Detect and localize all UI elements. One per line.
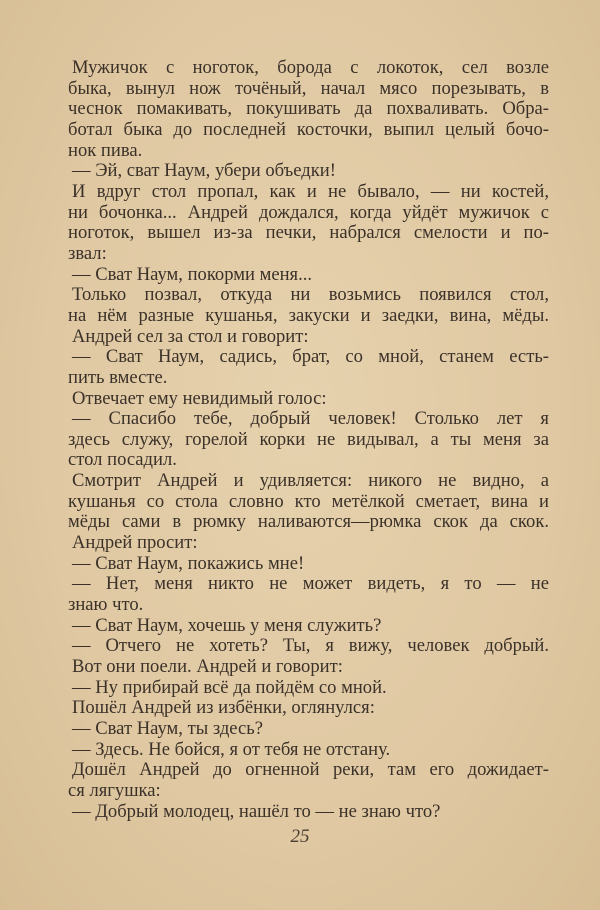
text-line: знаю что. xyxy=(68,594,144,616)
text-line: Вот они поели. Андрей и говорит: xyxy=(72,656,343,678)
text-line: мёды сами в рюмку наливаются—рюмка скок да скок. xyxy=(68,511,549,533)
text-line: ноготок, вышел из-за печки, набрался смелости и по- xyxy=(68,222,549,244)
page-number: 25 xyxy=(290,826,310,847)
text-line: Отвечает ему невидимый голос: xyxy=(72,387,327,409)
text-line: — Эй, сват Наум, убери объедки! xyxy=(72,160,336,182)
text-line: нок пива. xyxy=(68,139,143,161)
text-line: стол посадил. xyxy=(68,449,177,471)
text-line: пить вместе. xyxy=(68,366,168,388)
text-line: Только позвал, откуда ни возьмись появился стол, xyxy=(72,284,549,306)
text-line: — Сват Наум, хочешь у меня служить? xyxy=(72,614,382,636)
text-line: — Сват Наум, ты здесь? xyxy=(72,718,264,739)
text-line: — Сват Наум, покорми меня... xyxy=(72,263,313,285)
text-line: — Ну прибирай всё да пойдём со мной. xyxy=(72,676,387,698)
text-line: Дошёл Андрей до огненной реки, там его дожидает- xyxy=(72,759,549,781)
text-line: Андрей сел за стол и говорит: xyxy=(72,325,309,347)
text-line: ся лягушка: xyxy=(68,779,161,801)
text-line: Андрей просит: xyxy=(72,532,198,554)
text-line: — Сват Наум, покажись мне! xyxy=(72,552,305,574)
text-line: ботал быка до последней косточки, выпил целый бочо- xyxy=(68,118,549,140)
text-line: на нём разные кушанья, закуски и заедки, вина, мёды. xyxy=(68,304,549,326)
text-line: — Сват Наум, садись, брат, со мной, станем есть- xyxy=(72,346,549,368)
text-line: чеснок помакивать, покушивать да похваливать. Обра- xyxy=(68,98,549,120)
text-line: ни бочонка... Андрей дождался, когда уйдёт мужичок с xyxy=(68,201,549,223)
text-line: здесь служу, горелой корки не видывал, а ты меня за xyxy=(68,428,549,450)
text-line: — Отчего не хотеть? Ты, я вижу, человек добрый. xyxy=(72,635,549,657)
page-body-text xyxy=(68,58,549,822)
text-line: Смотрит Андрей и удивляется: никого не видно, а xyxy=(72,470,549,492)
text-line: — Спасибо тебе, добрый человек! Столько лет я xyxy=(72,408,549,430)
text-line: Мужичок с ноготок, борода с локоток, сел возле xyxy=(72,57,549,78)
text-line: — Нет, меня никто не может видеть, я то — не xyxy=(72,573,549,595)
text-line: — Добрый молодец, нашёл то — не знаю что? xyxy=(72,800,441,822)
text-line: кушанья со стола словно кто метёлкой сметает, вина и xyxy=(68,490,549,512)
text-line: И вдруг стол пропал, как и не бывало, — ни костей, xyxy=(72,180,549,202)
text-line: звал: xyxy=(68,242,107,264)
text-line: — Здесь. Не бойся, я от тебя не отстану. xyxy=(72,738,391,760)
text-line: Пошёл Андрей из избёнки, оглянулся: xyxy=(72,697,375,719)
text-line: быка, вынул нож точёный, начал мясо порезывать, в xyxy=(68,77,549,99)
